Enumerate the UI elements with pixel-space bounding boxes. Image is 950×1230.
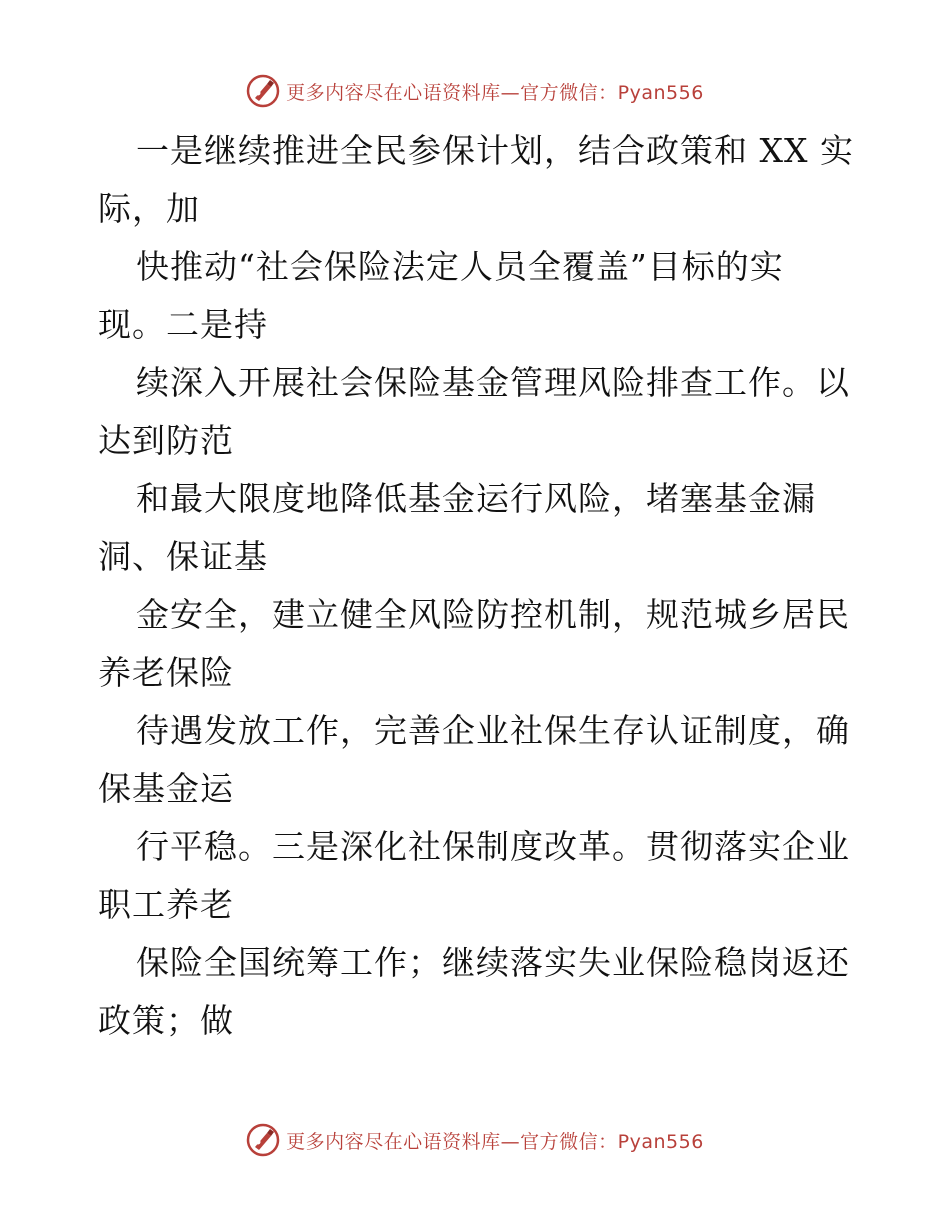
text-line: 际，加	[98, 189, 200, 228]
pen-logo-icon	[246, 1123, 280, 1157]
text-line: 和最大限度地降低基金运行风险，堵塞基金漏	[136, 479, 816, 518]
text-line: 保基金运	[98, 769, 234, 808]
pen-logo-icon	[246, 74, 280, 108]
text-line: 保险全国统筹工作；继续落实失业保险稳岗返还	[136, 943, 850, 982]
text-line: 行平稳。三是深化社保制度改革。贯彻落实企业	[136, 827, 850, 866]
text-line: 续深入开展社会保险基金管理风险排查工作。以	[136, 363, 850, 402]
footer-banner-text: 更多内容尽在心语资料库—官方微信：Pyan556	[286, 1130, 704, 1153]
text-line: 达到防范	[98, 421, 234, 460]
text-line: 政策；做	[98, 1001, 234, 1040]
text-line: 养老保险	[98, 653, 234, 692]
text-line: 金安全，建立健全风险防控机制，规范城乡居民	[136, 595, 850, 634]
header-banner	[0, 71, 950, 111]
text-line: 职工养老	[98, 885, 234, 924]
footer-banner	[0, 1120, 950, 1160]
text-line: 现。二是持	[98, 305, 268, 344]
text-line: 洞、保证基	[98, 537, 268, 576]
text-line: 快推动“社会保险法定人员全覆盖”目标的实	[136, 247, 784, 286]
text-line: 一是继续推进全民参保计划，结合政策和 XX 实	[136, 131, 854, 170]
text-line: 待遇发放工作，完善企业社保生存认证制度，确	[136, 711, 850, 750]
document-body	[98, 122, 858, 1050]
header-banner-text: 更多内容尽在心语资料库—官方微信：Pyan556	[286, 81, 704, 104]
